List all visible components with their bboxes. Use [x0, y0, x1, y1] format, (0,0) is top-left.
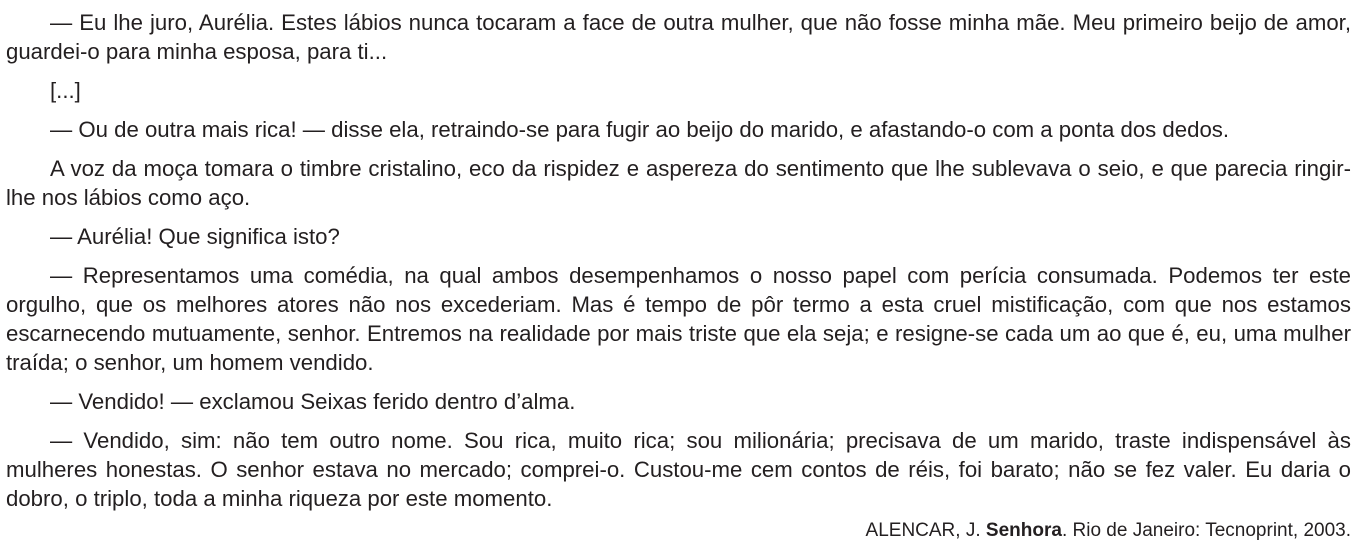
paragraph-4: — Aurélia! Que significa isto? [50, 224, 340, 249]
citation-publication: . Rio de Janeiro: Tecnoprint, 2003. [1061, 520, 1351, 541]
paragraph-2: — Ou de outra mais rica! — disse ela, retraindo-se para fugir ao beijo do marido, e afastando-o com a ponta dos dedos. [50, 117, 1230, 142]
text-body [6, 8, 1351, 523]
paragraph-1: — Eu lhe juro, Aurélia. Estes lábios nunca tocaram a face de outra mulher, que não fosse minha mãe. Meu primeiro beijo de amor, guardei-o para minha esposa, para ti... [6, 10, 1351, 64]
citation-title: Senhora [985, 520, 1062, 541]
citation [866, 518, 1351, 544]
paragraph-3: A voz da moça tomara o timbre cristalino, eco da rispidez e aspereza do sentimento que lhe sublevava o seio, e que parecia ringir-lhe nos lábios como aço. [6, 156, 1351, 210]
paragraph-ellipsis: [...] [50, 78, 81, 103]
paragraph-6: — Vendido! — exclamou Seixas ferido dentro d’alma. [50, 389, 576, 414]
citation-author: ALENCAR, J. [865, 520, 981, 541]
paragraph-5: — Representamos uma comédia, na qual ambos desempenhamos o nosso papel com perícia consumada. Podemos ter este orgulho, que os melhores atores não nos excederiam. Mas é tempo de pôr termo a esta cruel mistificação, com que nos estamos escarnecendo mutuamente, senhor. Entremos na realidade por mais triste que ela seja; e resigne-se cada um ao que é, eu, uma mulher traída; o senhor, um homem vendido. [6, 263, 1351, 375]
paragraph-7: — Vendido, sim: não tem outro nome. Sou rica, muito rica; sou milionária; precisava de um marido, traste indispensável às mulheres honestas. O senhor estava no mercado; comprei-o. Custou-me cem contos de réis, foi barato; não se fez valer. Eu daria o dobro, o triplo, toda a minha riqueza por este momento. [6, 428, 1351, 511]
